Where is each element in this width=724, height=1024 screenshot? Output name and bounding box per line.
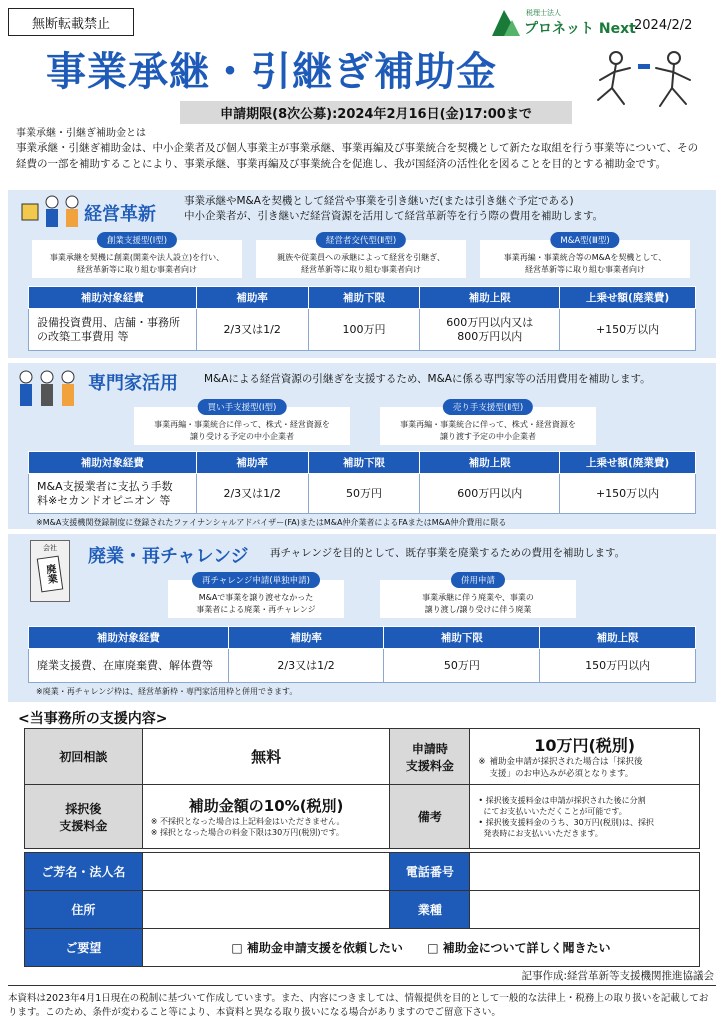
disclaimer-text: 本資料は2023年4月1日現在の税制に基づいて作成しています。また、内容につきましては、情報提供を目的として一般的な法律上・税務上の取り扱いを記載しております。このため、条件が変わること等により、本資料と異なる取り扱いになる場合がありますのでご留意下さい。 [8, 993, 709, 1018]
col-header: 補助対象経費 [29, 627, 229, 649]
address-field[interactable] [142, 891, 390, 929]
type-desc-heiyo [380, 592, 576, 616]
col-header: 補助下限 [384, 627, 540, 649]
table-row [29, 649, 696, 683]
apply-fee-note [478, 756, 691, 780]
logo-text: プロネット Next [524, 21, 636, 37]
cell-line: M&A支援業者に支払う手数 [37, 479, 173, 493]
type-desc-line: 事業再編・事業統合に伴って、株式・経営資源を [154, 420, 330, 429]
type-box-sogyo [32, 236, 242, 278]
type-desc-line: 親族や従業員への承継によって経営を引継ぎ、 [277, 253, 445, 262]
keiei-subsidy-table [28, 286, 696, 351]
note-line: ※ 不採択となった場合は上記料金はいただきません。 [150, 817, 345, 826]
cell-line: 料※セカンドオピニオン 等 [37, 493, 171, 507]
col-header: 補助下限 [308, 287, 420, 309]
type-desc-line: 譲り受ける予定の中小企業者 [190, 432, 294, 441]
remarks-value [470, 785, 700, 849]
section-senmonka [8, 363, 716, 529]
industry-field[interactable] [470, 891, 700, 929]
type-desc-ma [480, 252, 690, 276]
col-header: 補助上限 [540, 627, 696, 649]
checkbox-request-details[interactable]: □ 補助金について詳しく聞きたい [427, 941, 611, 955]
col-header: 補助率 [228, 627, 384, 649]
intro-body: 事業承継・引継ぎ補助金は、中小企業者及び個人事業主が事業承継、事業再編及び事業統合を契機として新たな取組を行う事業等について、その経費の一部を補助することにより、事業承継、事業再編及び事業統合を促進し、我が国経済の活性化を図ることを目的とする補助金です。 [16, 142, 699, 170]
cell-rate: 2/3又は1/2 [228, 649, 384, 683]
type-desc-keieisha-kotai [256, 252, 466, 276]
type-desc-line: 経営革新等に取り組む事業者向け [77, 265, 197, 274]
col-header: 補助対象経費 [29, 452, 197, 474]
industry-label: 業種 [390, 891, 470, 929]
type-label-rechallenge: 再チャレンジ申請(単独申請) [192, 572, 320, 588]
adopt-fee-value [142, 785, 390, 849]
remark-item: • 採択後支援料金は申請が採択された後に分割 にてお支払いいただくことが可能です。 [478, 795, 646, 816]
cell-rate: 2/3又は1/2 [196, 474, 308, 514]
table-row [29, 474, 696, 514]
type-desc-line: 事業者による廃業・再チャレンジ [196, 605, 316, 614]
cell-max: 150万円以内 [540, 649, 696, 683]
col-header: 補助上限 [420, 452, 560, 474]
checkbox-request-support[interactable]: □ 補助金申請支援を依頼したい [231, 941, 403, 955]
business-people-icon [14, 194, 84, 228]
contact-form-table [24, 852, 700, 967]
no-reprint-notice: 無断転載禁止 [8, 8, 134, 36]
cell-max [420, 309, 560, 351]
note-mark: ※ [478, 757, 486, 767]
logo-subtitle: 税理士法人 [526, 9, 561, 17]
col-header: 補助率 [196, 452, 308, 474]
icon-label-kaisha: 会社 [43, 544, 57, 552]
senmonka-note: ※M&A支援機関登録制度に登録されたファイナンシャルアドバイザー(FA)またはM&A仲介業者によるFAまたはM&A仲介費用に限る [36, 518, 507, 527]
col-header: 上乗せ額(廃業費) [560, 452, 696, 474]
name-field[interactable] [142, 853, 390, 891]
cell-min: 50万円 [308, 474, 420, 514]
section-desc-keiei-1: 事業承継やM&Aを契機として経営や事業を引き継いだ(または引き継ぐ予定である) [184, 195, 574, 207]
section-desc-keiei-2: 中小企業者が、引き継いだ経営資源を活用して経営革新等を行う際の費用を補助します。 [184, 210, 604, 222]
cell-line: の改築工事費用 等 [37, 329, 129, 343]
type-desc-line: 譲り渡す予定の中小企業者 [440, 432, 536, 441]
note-line: ※ 採択となった場合の料金下限は30万円(税別)です。 [150, 828, 344, 837]
footer-divider [8, 985, 716, 986]
section-title-keiei: 経営革新 [84, 204, 156, 225]
name-label: ご芳名・法人名 [25, 853, 143, 891]
page-title: 事業承継・引継ぎ補助金 [46, 49, 497, 95]
type-label-kaite: 買い手支援型(Ⅰ型) [198, 399, 287, 415]
type-desc-line: 譲り渡し/譲り受けに伴う廃業 [424, 605, 532, 614]
intro-heading: 事業承継・引継ぎ補助金とは [16, 128, 146, 139]
cell-rate: 2/3又は1/2 [196, 309, 308, 351]
apply-fee-amount: 10万円(税別) [534, 736, 636, 755]
type-desc-line: 事業再編・事業統合等のM&Aを契機として、 [503, 253, 667, 262]
support-section-title: <当事務所の支援内容> [18, 711, 168, 727]
cell-line: 設備投資費用、店舗・事務所 [37, 315, 180, 329]
closed-business-icon [30, 540, 70, 602]
relay-runners-icon [586, 46, 714, 122]
type-label-heiyo: 併用申請 [451, 572, 505, 588]
initial-consult-label: 初回相談 [25, 729, 143, 785]
type-desc-line: M&Aで事業を譲り渡せなかった [198, 593, 314, 602]
type-box-kaite [134, 403, 350, 445]
phone-field[interactable] [470, 853, 700, 891]
label-line: 申請時 [411, 741, 448, 756]
type-desc-line: 事業再編・事業統合に伴って、株式・経営資源を [400, 420, 576, 429]
cell-max: 600万円以内 [420, 474, 560, 514]
haigyo-note: ※廃業・再チャレンジ枠は、経営革新枠・専門家活用枠と併用できます。 [36, 687, 298, 696]
application-deadline: 申請期限(8次公募):2024年2月16日(金)17:00まで [180, 101, 572, 124]
col-header: 補助対象経費 [29, 287, 197, 309]
cell-expense [29, 309, 197, 351]
address-label: 住所 [25, 891, 143, 929]
type-label-urite: 売り手支援型(Ⅱ型) [443, 399, 533, 415]
section-title-haigyo: 廃業・再チャレンジ [88, 546, 249, 567]
col-header: 補助下限 [308, 452, 420, 474]
haigyo-subsidy-table [28, 626, 696, 683]
remarks-label: 備考 [390, 785, 470, 849]
logo-mark-icon [490, 6, 522, 38]
section-desc-haigyo: 再チャレンジを目的として、既存事業を廃業するための費用を補助します。 [270, 547, 626, 559]
note-line: 支援」のお申込みが必須となります。 [489, 769, 634, 779]
type-label-sogyo: 創業支援型(Ⅰ型) [97, 232, 177, 248]
initial-consult-value: 無料 [142, 729, 390, 785]
section-keiei-kakushin [8, 190, 716, 358]
label-line: 支援料金 [405, 758, 454, 773]
type-desc-sogyo [32, 252, 242, 276]
type-desc-line: 事業承継を契機に創業(開業や法人設立)を行い、 [49, 253, 225, 262]
publish-date: 2024/2/2 [634, 18, 693, 33]
article-credit: 記事作成:経営革新等支援機関推進協議会 [521, 970, 714, 982]
type-box-rechallenge [168, 576, 344, 618]
adopt-fee-note [151, 816, 382, 838]
adopt-fee-amount: 補助金額の10%(税別) [188, 797, 344, 815]
type-desc-urite [380, 419, 596, 443]
type-desc-kaite [134, 419, 350, 443]
type-label-ma: M&A型(Ⅲ型) [550, 232, 619, 248]
section-title-senmonka: 専門家活用 [88, 373, 178, 394]
col-header: 補助上限 [420, 287, 560, 309]
apply-fee-value [470, 729, 700, 785]
support-fee-table [24, 728, 700, 849]
type-box-keieisha-kotai [256, 236, 466, 278]
experts-icon [12, 367, 82, 411]
type-box-urite [380, 403, 596, 445]
cell-line: 800万円以内 [457, 329, 523, 343]
icon-label-haigyo: 廃業 [37, 556, 64, 593]
senmonka-subsidy-table [28, 451, 696, 514]
col-header: 補助率 [196, 287, 308, 309]
type-box-heiyo [380, 576, 576, 618]
apply-fee-label [390, 729, 470, 785]
cell-expense: 廃業支援費、在庫廃棄費、解体費等 [29, 649, 229, 683]
cell-extra: +150万以内 [560, 309, 696, 351]
request-options [142, 929, 699, 967]
type-desc-rechallenge [168, 592, 344, 616]
note-line: 補助金申請が採択された場合は「採択後 [489, 757, 643, 767]
label-line: 採択後 [65, 801, 102, 816]
type-desc-line: 経営革新等に取り組む事業者向け [301, 265, 421, 274]
col-header: 上乗せ額(廃業費) [560, 287, 696, 309]
note-text [489, 756, 642, 780]
type-label-keieisha-kotai: 経営者交代型(Ⅱ型) [316, 232, 406, 248]
section-desc-senmonka: M&Aによる経営資源の引継ぎを支援するため、M&Aに係る専門家等の活用費用を補助します。 [204, 373, 651, 385]
type-desc-line: 経営革新等に取り組む事業者向け [525, 265, 645, 274]
adopt-fee-label [25, 785, 143, 849]
type-desc-line: 事業承継に伴う廃業や、事業の [422, 593, 534, 602]
request-label: ご要望 [25, 929, 143, 967]
section-haigyo [8, 534, 716, 702]
company-logo [490, 6, 636, 40]
cell-expense [29, 474, 197, 514]
cell-extra: +150万以内 [560, 474, 696, 514]
remark-item: • 採択後支援料金のうち、30万円(税別)は、採択 発表時にお支払いいただきます。 [478, 817, 654, 838]
cell-line: 600万円以内又は [446, 315, 534, 329]
cell-min: 100万円 [308, 309, 420, 351]
type-box-ma [480, 236, 690, 278]
table-row [29, 309, 696, 351]
label-line: 支援料金 [59, 818, 108, 833]
phone-label: 電話番号 [390, 853, 470, 891]
cell-min: 50万円 [384, 649, 540, 683]
